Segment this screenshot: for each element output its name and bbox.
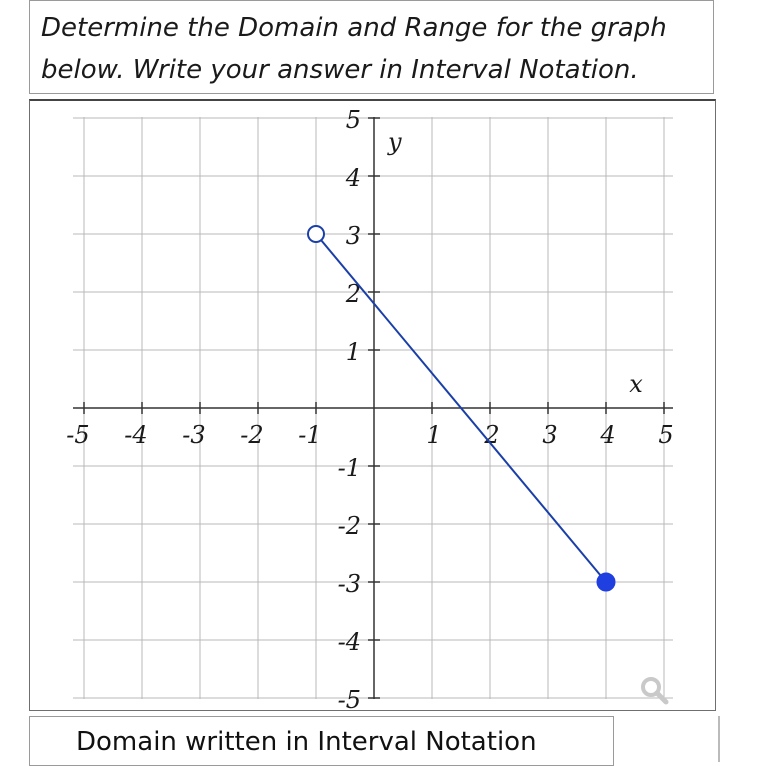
domain-label: Domain written in Interval Notation xyxy=(76,727,537,757)
y-tick-label: -5 xyxy=(337,686,361,711)
side-divider xyxy=(718,716,720,762)
x-tick-label: -2 xyxy=(240,421,264,449)
domain-answer-box[interactable] xyxy=(29,716,614,766)
question-box xyxy=(29,0,714,94)
axes xyxy=(73,117,673,699)
y-tick-label: -4 xyxy=(337,628,361,656)
open-endpoint xyxy=(308,226,324,242)
y-tick-label: -2 xyxy=(337,512,361,540)
y-tick-label: 1 xyxy=(345,338,361,366)
y-tick-label: 4 xyxy=(345,164,361,192)
coordinate-graph xyxy=(30,101,715,711)
x-tick-label: -3 xyxy=(182,421,206,449)
graph-frame xyxy=(29,99,716,711)
x-tick-label: 2 xyxy=(484,421,500,449)
y-tick-label: -3 xyxy=(337,570,361,598)
question-text xyxy=(41,7,711,91)
closed-endpoint xyxy=(597,573,615,591)
x-tick-label: 1 xyxy=(426,421,442,449)
magnifier-icon[interactable] xyxy=(637,674,673,710)
y-tick-label: 5 xyxy=(345,106,361,134)
y-tick-label: -1 xyxy=(337,454,361,482)
question-line-1: Determine the Domain and Range for the graph xyxy=(41,13,667,43)
x-tick-label: 3 xyxy=(542,421,558,449)
y-axis-label: y xyxy=(388,127,402,156)
x-tick-label: 5 xyxy=(658,421,674,449)
x-tick-label: 4 xyxy=(600,421,616,449)
y-tick-label: 2 xyxy=(345,280,361,308)
y-tick-label: 3 xyxy=(345,222,361,250)
x-tick-label: -1 xyxy=(298,421,322,449)
question-line-2: below. Write your answer in Interval Notation. xyxy=(41,55,639,85)
x-axis-label: x xyxy=(629,370,643,398)
x-tick-label: -4 xyxy=(124,421,148,449)
x-tick-label: -5 xyxy=(66,421,90,449)
